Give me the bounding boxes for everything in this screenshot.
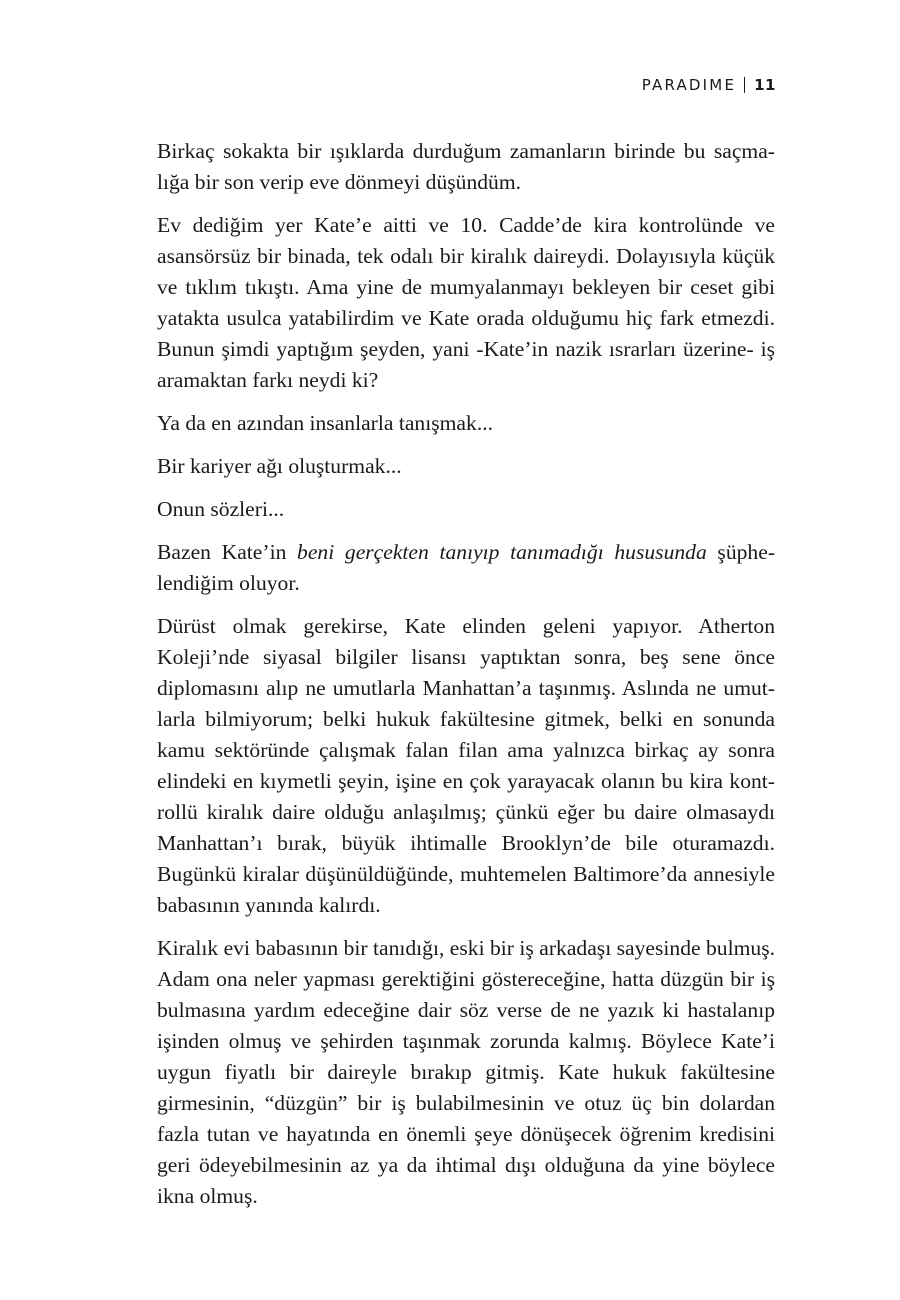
paragraph: Bir kariyer ağı oluşturmak... xyxy=(157,454,402,478)
paragraph: Ya da en azından insanlarla tanışmak... xyxy=(157,411,494,435)
paragraph: Dürüst olmak gerekirse, Kate elinden geleni yapıyor. Atherton Koleji’nde siyasal bilgiler lisansı yaptıktan sonra, beş sene önce diplomasını alıp ne umutlarla Manhattan’a taşınmış. Aslında ne umutlarla bilmiyorum; belki hukuk fakültesine gitmek, belki en sonunda kamu sektöründe çalışmak falan filan ama yalnızca birkaç ay sonra elindeki en kıymetli şeyin, işine en çok yarayacak olanın bu kira kontrollü kiralık daire olduğu anlaşılmış; çünkü eğer bu daire olmasaydı Manhattan’ı bırak, büyük ihtimalle Brooklyn’de bile oturamazdı. Bugünkü kiralar düşünüldüğünde, muhtemelen Baltimore’da annesiyle babasının yanında kalırdı. xyxy=(157,614,775,917)
running-header xyxy=(642,76,776,94)
paragraph: Ev dediğim yer Kate’e aitti ve 10. Cadde’de kira kontrolünde ve asansörsüz bir binada, tek odalı bir kiralık daireydi. Dolayısıyla küçük ve tıklım tıkıştı. Ama yine de mumyalanmayı bekleyen bir ceset gibi yatakta usulca yatabilirdim ve Kate orada olduğumu hiç fark etmezdi. Bunun şimdi yaptığım şeyden, yani -Kate’in nazik ısrarları üzerine- iş aramaktan farkı neydi ki? xyxy=(157,213,775,392)
italic-phrase: beni gerçekten tanıyıp tanımadığı hususunda xyxy=(297,540,707,564)
paragraph-text: şüphelendiğim oluyor. xyxy=(157,540,776,595)
paragraph xyxy=(157,537,775,599)
paragraph: Kiralık evi babasının bir tanıdığı, eski bir iş arkadaşı sayesinde bulmuş. Adam ona neler yapması gerektiğini göstereceğine, hatta düzgün bir iş bulmasına yardım edeceğine dair söz verse de ne yazık ki hastalanıp işinden olmuş ve şehirden taşınmak zorunda kalmış. Böylece Kate’i uygun fiyatlı bir daireyle bırakıp gitmiş. Kate hukuk fakültesine girmesinin, “düzgün” bir iş bulabilmesinin ve otuz üç bin dolardan fazla tutan ve hayatında en önemli şeye dönüşecek öğrenim kredisini geri ödeyebilmesinin az ya da ihtimal dışı olduğuna da yine böylece ikna olmuş. xyxy=(157,936,775,1208)
body-text xyxy=(157,136,775,1224)
header-separator xyxy=(744,77,745,93)
book-title: PARADIME xyxy=(641,76,737,94)
paragraph: Birkaç sokakta bir ışıklarda durduğum zamanların birinde bu saçmalığa bir son verip eve dönmeyi düşündüm. xyxy=(157,139,775,194)
paragraph-text: Bazen Kate’in xyxy=(157,540,298,564)
paragraph: Onun sözleri... xyxy=(157,497,285,521)
page-number: 11 xyxy=(754,76,776,94)
